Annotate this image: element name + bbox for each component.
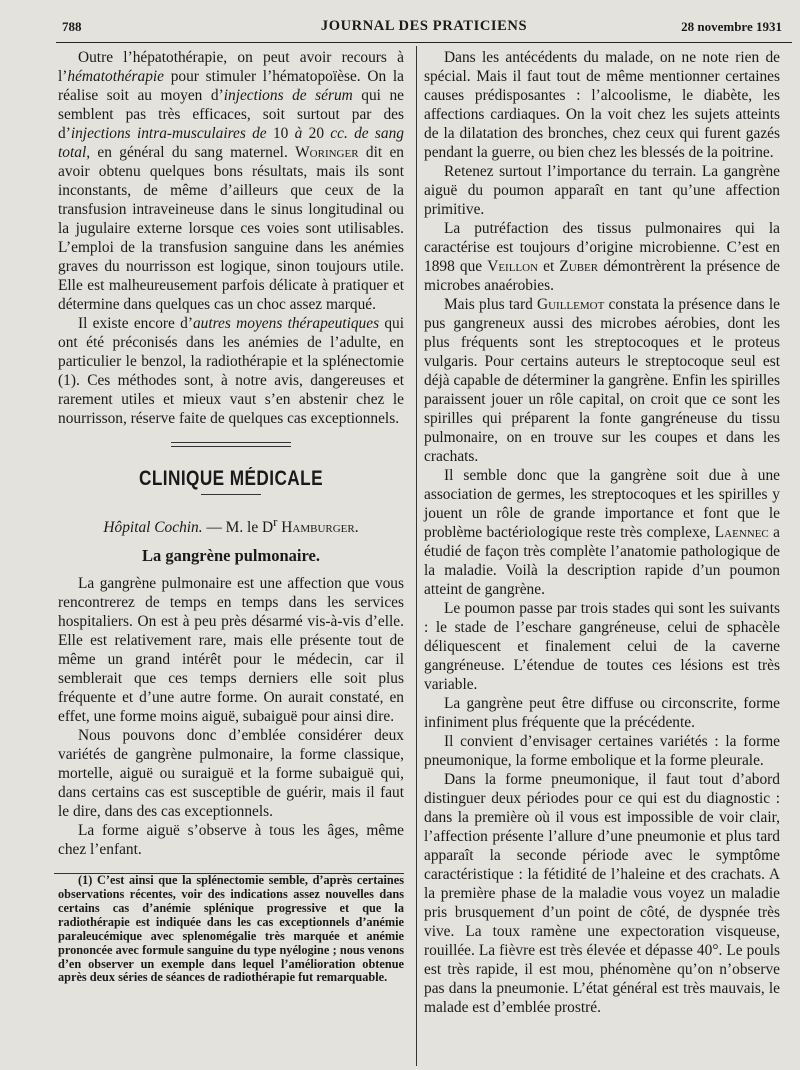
- journal-title: JOURNAL DES PRATICIENS: [320, 18, 528, 34]
- paragraph-antecedents: Dans les antécédents du malade, on ne note rien de spécial. Mais il faut tout de même mentionner certaines causes prédisposantes : l’alcoolisme, le diabète, les affections cardiaques. On la voit chez les sujets atteints de la dilatation des bronches, chez ceux qui furent gazés pendant la guerre, ou bien chez les blessés de la poitrine.: [424, 49, 780, 161]
- paragraph-association: Il semble donc que la gangrène soit due à une association de germes, les streptocoques et les spirilles y jouent un rôle de grande importance et font que le problème bactériologique reste très complexe, Laennec a étudié de façon très complète l’anatomie pathologique de la maladie. Voilà la description rapide d’un poumon atteint de gangrène.: [424, 467, 780, 598]
- section-separator: [171, 442, 291, 447]
- paragraph-forms: Il convient d’envisager certaines variétés : la forme pneumonique, la forme embolique et la forme pleurale.: [424, 733, 780, 769]
- section-title: CLINIQUE MÉDICALE: [139, 467, 323, 490]
- paragraph-acute-form: La forme aiguë s’observe à tous les âges, même chez l’enfant.: [58, 822, 404, 859]
- title-rule: [201, 494, 261, 495]
- paragraph-stages: Le poumon passe par trois stades qui sont les suivants : le stade de l’eschare gangréneuse, celui de sphacèle déliquescent et finalement celui de la caverne gangréneuse. L’étendue de toutes ces lésions est très variable.: [424, 600, 780, 693]
- paragraph-diffuse: La gangrène peut être diffuse ou circonscrite, forme infiniment plus fréquente que la précédente.: [424, 695, 780, 731]
- paragraph-putrefaction: La putréfaction des tissus pulmonaires qui la caractérise est toujours d’origine microbienne. C’est en 1898 que Veillon et Zuber démontrèrent la présence de microbes anaérobies.: [424, 220, 780, 294]
- page-number: 788: [62, 19, 82, 34]
- lecture-byline: Hôpital Cochin. — M. le $D^r$ Hamburger.: [103, 515, 359, 537]
- paragraph-other-means: Il existe encore d’autres moyens thérapeutiques qui ont été préconisés dans les anémies de l’adulte, en particulier le benzol, la radiothérapie et la splénectomie (1). Ces méthodes sont, à notre avis, dangereuses et rarement utiles et mieux vaut s’en abstenir chez le nourrisson, réserve faite de quelques cas exceptionnels.: [58, 315, 405, 427]
- footnote: (1) C’est ainsi que la splénectomie semble, d’après certaines observations récentes, voir des indications assez nouvelles dans certains cas d’anémie splénique progressive et que la radiothérapie est indiquée dans les cas exceptionnels d’anémie paraleucémique avec splenomégalie très marquée et anémie prononcée avec formule sanguine du type nyélogine ; nous venons d’en observer un exemple dans lequel l’amélioration obtenue après deux séries de séances de radiothérapie fut remarquable.: [58, 873, 404, 985]
- paragraph-varieties: Nous pouvons donc d’emblée considérer deux variétés de gangrène pulmonaire, la forme classique, mortelle, aiguë ou suraiguë et la forme subaiguë qui, dans certains cas est susceptible de guérir, mais il faut le dire, dans des cas exceptionnels.: [58, 727, 404, 821]
- issue-date: 28 novembre 1931: [681, 19, 782, 34]
- paragraph-hematotherapy: Outre l’hépatothérapie, on peut avoir recours à l’hématothérapie pour stimuler l’hématopoïèse. On la réalise soit au moyen d’injections de sérum qui ne semblent pas très efficaces, soit surtout par des d’injections intra-musculaires de 10 à 20 cc. de sang total, en général du sang maternel. Woringer dit en avoir obtenu quelques bons résultats, mais ils sont inconstants, de même d’ailleurs que ceux de la transfusion intraveineuse dans le sinus longitudinal ou la jugulaire externe lorsque ces voies sont utilisables. L’emploi de la transfusion sanguine dans les anémies graves du nourrisson est logique, sinon toujours utile. Elle est malheureusement parfois délicate à pratiquer et détermine dans quelques cas un choc assez marqué.: [58, 49, 404, 313]
- paragraph-aerobes: Mais plus tard Guillemot constata la présence dans le pus gangreneux aussi des microbes aérobies, dont les plus fréquents sont les streptocoques et le proteus vulgaris. Pour certains auteurs le streptocoque seul est déjà capable de déterminer la gangrène. Enfin les spirilles paraissent jouer un rôle capital, on croit que ce sont les spirilles qui préparent la fonte gangréneuse du tissu pulmonaire, on en trouve sur les coupes et dans les crachats.: [424, 296, 780, 465]
- paragraph-pneumonic-form: Dans la forme pneumonique, il faut tout d’abord distinguer deux périodes pour ce qui est du diagnostic : dans la première où il vous est impossible de voir clair, l’affection présente l’allure d’une pneumonie et plus tard apparaît la seconde période avec le symptôme caractéristique : la fétidité de l’haleine et des crachats. A la première phase de la maladie vous voyez un maladie pris brusquement d’un point de côté, de dyspnée très vive. La toux ramène une expectoration visqueuse, rouillée. La fièvre est très élevée et dépasse 40°. Le pouls est très rapide, il est mou, phénomène qu’on n’observe pas dans la pneumonie. L’état général est très mauvais, le malade est d’emblée prostré.: [424, 771, 780, 1016]
- article-title: La gangrène pulmonaire.: [142, 546, 320, 566]
- running-header: [56, 14, 792, 43]
- paragraph-intro: La gangrène pulmonaire est une affection que vous rencontrerez de temps en temps dans les services hospitaliers. On est à peu près désarmé vis-à-vis d’elle. Elle est relativement rare, mais elle présente tout de même un grand intérêt pour le médecin, car il semblerait que ces temps derniers elle soit plus fréquente et d’une autre forme. On aurait constaté, en effet, une forme moins aiguë, subaiguë pour ainsi dire.: [58, 575, 404, 726]
- column-divider: [416, 46, 417, 1066]
- right-column: [424, 48, 780, 1017]
- left-column: [58, 48, 404, 985]
- paragraph-terrain: Retenez surtout l’importance du terrain. La gangrène aiguë du poumon apparaît en tant qu’une affection primitive.: [424, 163, 780, 218]
